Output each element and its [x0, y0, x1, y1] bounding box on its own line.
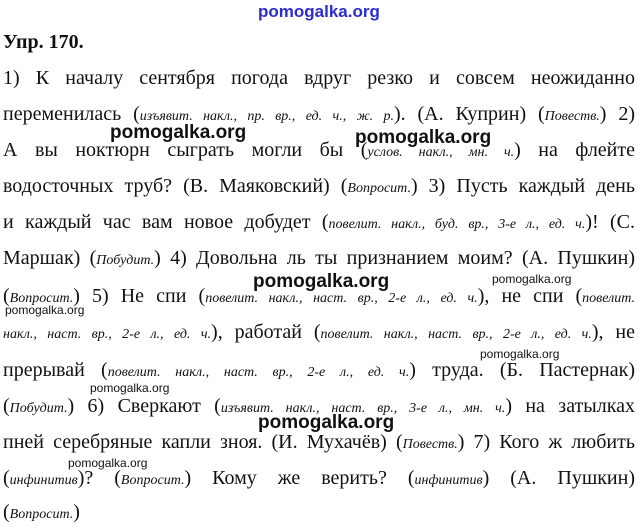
text-segment: ( [3, 501, 10, 523]
text-segment: ) 3) Пусть каждый день [410, 175, 635, 197]
text-segment: ( [3, 467, 10, 489]
text-line [3, 500, 635, 527]
grammar-note: повелит. накл., наст. вр., 2-е л., ед. ч. [107, 365, 410, 380]
watermark: pomogalka.org [258, 412, 395, 433]
text-segment: ) [73, 501, 80, 523]
text-segment: ) (А. Пушкин) [482, 467, 635, 489]
text-segment: водосточных труб? (В. Маяковский) ( [3, 175, 348, 197]
text-line [3, 66, 635, 90]
sentence-type-note: Повеств. [402, 437, 458, 452]
sentence-type-note: Повеств. [544, 109, 600, 124]
watermark: pomogalka.org [480, 347, 560, 361]
text-line [3, 210, 635, 237]
grammar-note: инфинитив [9, 473, 78, 488]
text-line [3, 102, 635, 129]
text-segment: ) на затылках [505, 395, 636, 417]
grammar-note: повелит. накл., наст. вр., 2-е л., ед. ч. [205, 291, 478, 306]
grammar-note: накл., наст. вр., 2-е л., ед. ч. [3, 327, 212, 342]
text-line [3, 246, 635, 273]
text-segment: и каждый час вам новое добудет ( [3, 211, 329, 233]
text-line [3, 138, 635, 165]
text-line [3, 466, 635, 493]
watermark: pomogalka.org [68, 456, 148, 470]
text-segment: прерывай ( [3, 359, 108, 381]
text-segment: ( [3, 395, 10, 417]
watermark: pomogalka.org [355, 127, 492, 148]
text-segment: ), не [591, 321, 635, 343]
watermark: pomogalka.org [253, 271, 390, 292]
watermark: pomogalka.org [110, 122, 247, 143]
watermark: pomogalka.org [492, 272, 572, 286]
sentence-type-note: Побудит. [96, 253, 155, 268]
text-segment: переменилась ( [3, 103, 140, 125]
grammar-note: изъявит. накл., пр. вр., ед. ч., ж. р. [139, 109, 394, 124]
text-segment: ) Кому же верить? ( [184, 467, 415, 489]
text-segment: ) на флейте [514, 139, 636, 161]
sentence-type-note: Вопросит. [120, 473, 185, 488]
grammar-note: инфинитив [414, 473, 483, 488]
grammar-note: услов. накл., мн. ч. [367, 145, 515, 160]
text-segment: ). (А. Куприн) ( [393, 103, 545, 125]
text-segment: ) 2) [599, 103, 635, 125]
text-segment: )! (С. [585, 211, 635, 233]
watermark: pomogalka.org [5, 303, 85, 317]
watermark: pomogalka.org [258, 2, 380, 21]
text-segment: ), работай ( [211, 321, 321, 343]
sentence-type-note: Вопросит. [9, 291, 74, 306]
text-segment: Маршак) ( [3, 247, 97, 269]
text-segment: А вы ноктюрн сыграть могли бы ( [3, 139, 368, 161]
text-segment: ) 7) Кого ж любить [457, 431, 635, 453]
watermark: pomogalka.org [90, 381, 170, 395]
text-segment: ), не спи ( [477, 285, 583, 307]
text-line [3, 320, 635, 347]
text-segment: ( [3, 285, 10, 307]
grammar-note: повелит. накл., наст. вр., 2-е л., ед. ч. [320, 327, 592, 342]
text-segment: )? ( [77, 467, 121, 489]
text-segment: ) 4) Довольна ль ты признанием моим? (А. Пушкин) [154, 247, 635, 269]
text-line [3, 174, 635, 201]
text-segment: пней серебряные капли зноя. (И. Мухачёв) ( [3, 431, 403, 453]
text-segment: 1) К началу сентября погода вдруг резко и совсем неожиданно [3, 67, 635, 89]
text-segment: ) 5) Не спи ( [73, 285, 206, 307]
text-segment: ) 6) Сверкают ( [67, 395, 221, 417]
text-line [3, 430, 635, 457]
grammar-note: изъявит. накл., наст. вр., 3-е л., мн. ч. [220, 401, 506, 416]
grammar-note: повелит. [582, 291, 635, 306]
sentence-type-note: Вопросит. [9, 507, 74, 522]
text-segment: ) труда. (Б. Пастернак) [409, 359, 636, 381]
sentence-type-note: Побудит. [9, 401, 68, 416]
grammar-note: повелит. накл., буд. вр., 3-е л., ед. ч. [328, 217, 586, 232]
sentence-type-note: Вопросит. [347, 181, 411, 196]
exercise-title: Упр. 170. [3, 31, 84, 53]
